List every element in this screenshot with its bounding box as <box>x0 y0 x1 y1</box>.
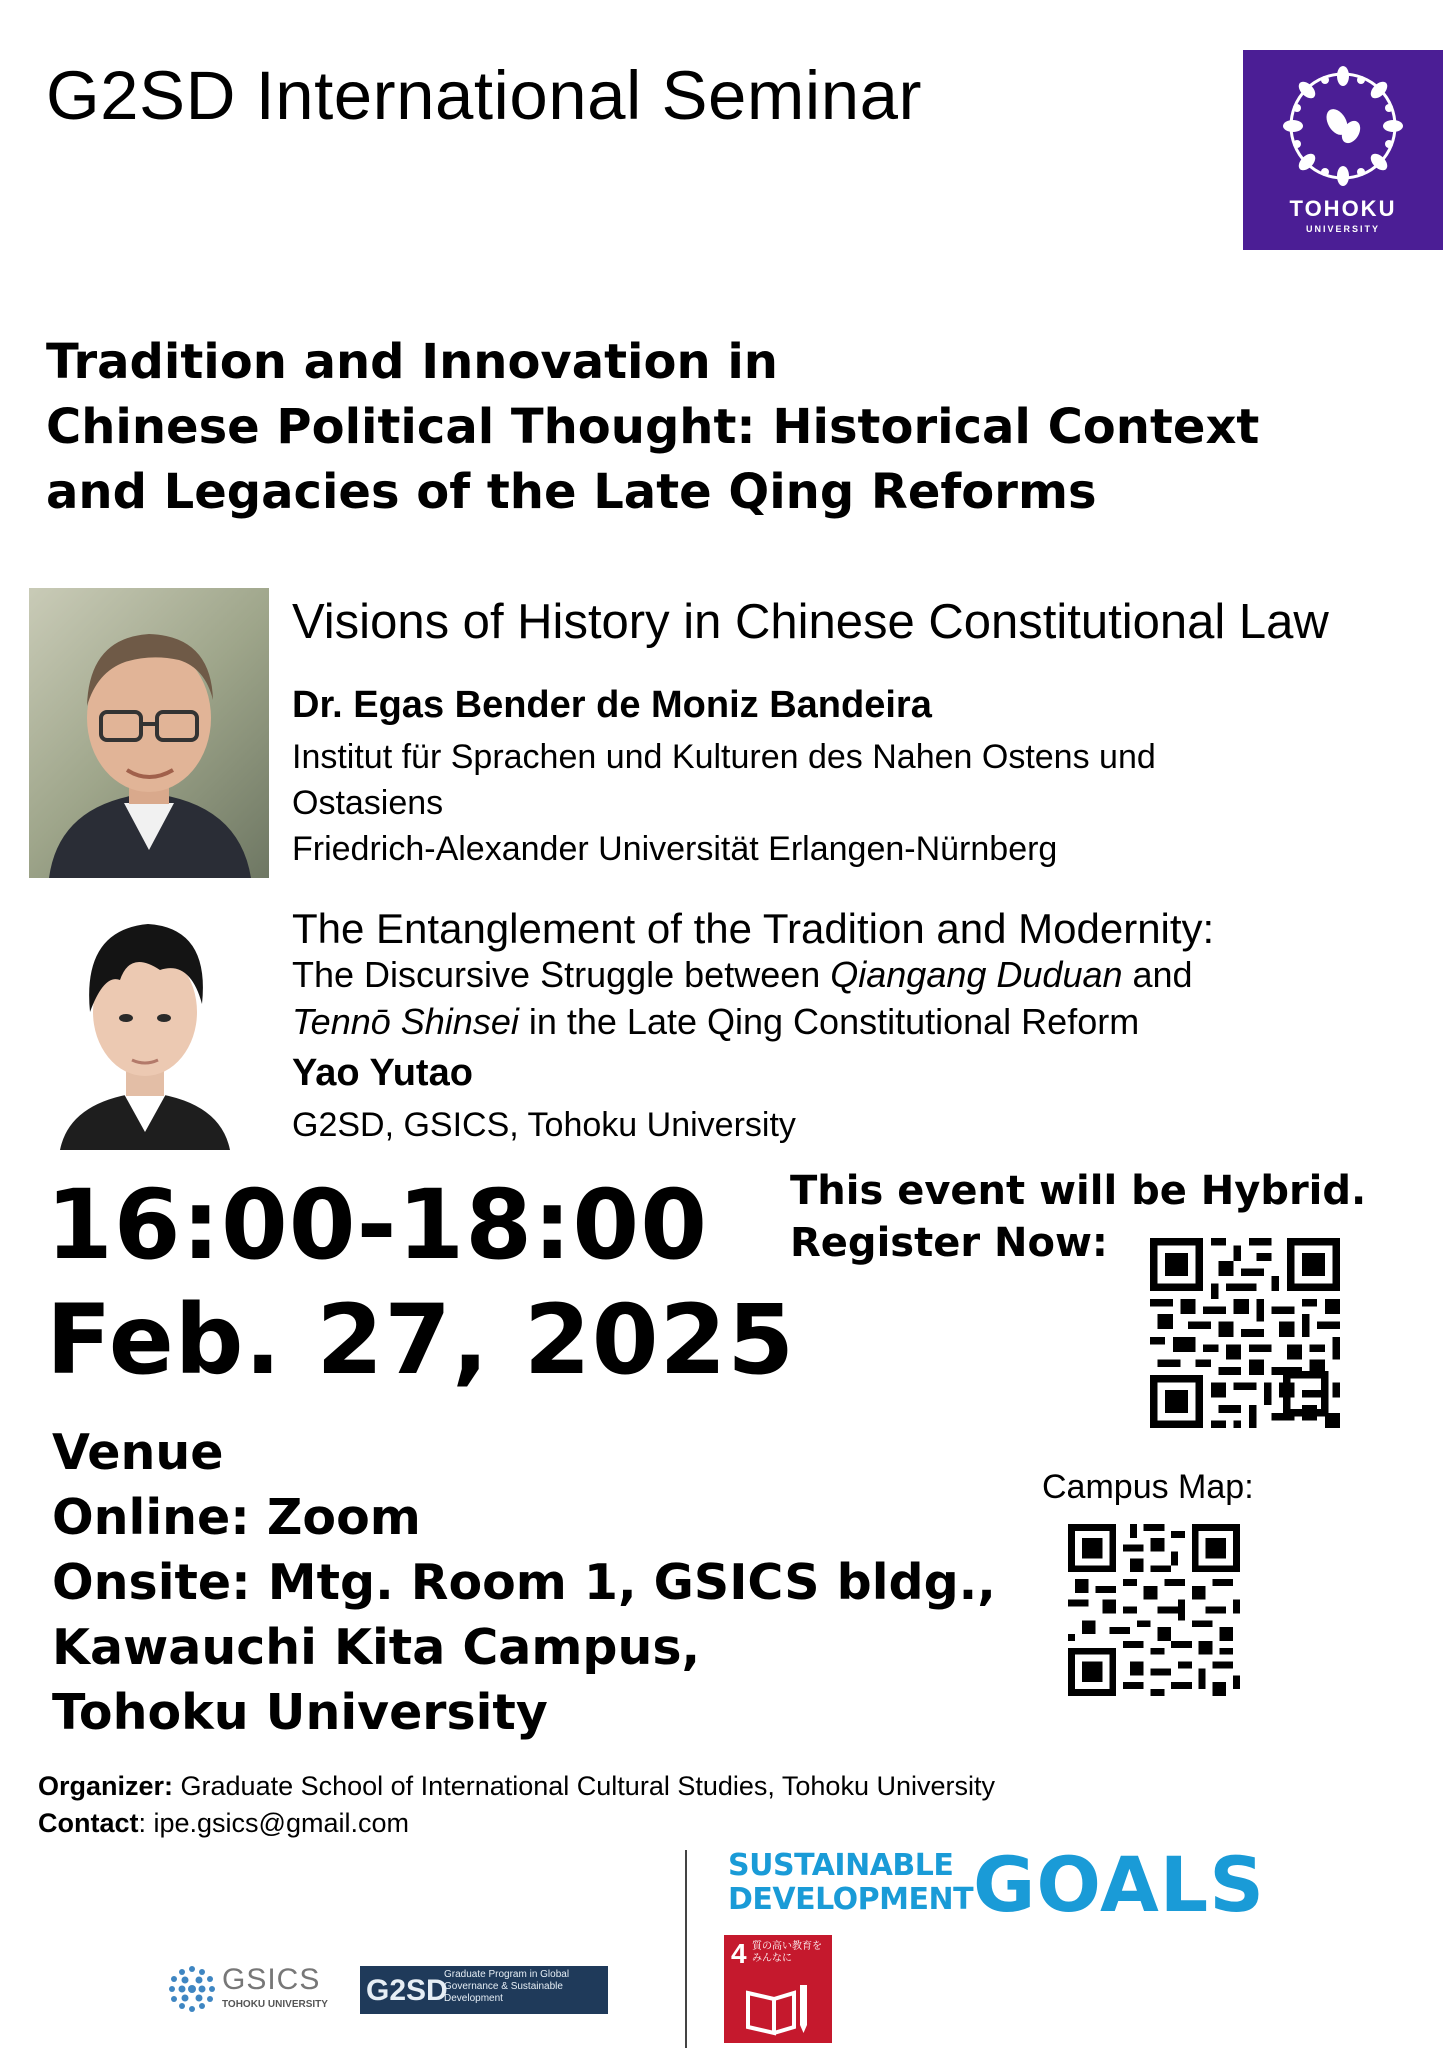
logo-name: TOHOKU <box>1289 196 1397 221</box>
venue-online: Online: Zoom <box>52 1489 421 1546</box>
contact-email[interactable]: : ipe.gsics@gmail.com <box>138 1808 409 1838</box>
venue-block <box>52 1420 996 1745</box>
organizer-line <box>38 1768 995 1805</box>
speaker-photo-yao <box>60 900 230 1150</box>
talk1-speaker: Dr. Egas Bender de Moniz Bandeira <box>292 684 932 726</box>
sdg4-quality-education-icon <box>724 1935 832 2043</box>
sdg-goals-wordmark: GOALS <box>973 1840 1265 1929</box>
talk2-subtitle-line <box>292 951 1193 998</box>
talk2-affiliation: G2SD, GSICS, Tohoku University <box>292 1106 796 1144</box>
organizer-label: Organizer: <box>38 1771 174 1801</box>
talk2-subtitle-text: in the Late Qing Constitutional Reform <box>518 1001 1140 1042</box>
registration-qr-code[interactable] <box>1150 1238 1340 1428</box>
contact-label: Contact <box>38 1808 139 1838</box>
footer-info <box>38 1768 995 1842</box>
globe-dots-icon <box>168 1965 216 2013</box>
g2sd-logo <box>360 1966 608 2014</box>
main-title-line: Chinese Political Thought: Historical Context <box>46 399 1260 455</box>
main-title-line: Tradition and Innovation in <box>46 334 778 390</box>
talk2-subtitle-italic: Tennō Shinsei <box>292 1001 519 1042</box>
register-now-label: Register Now: <box>790 1220 1108 1266</box>
logo-subtitle: UNIVERSITY <box>1305 224 1380 234</box>
talk2-subtitle-text: The Discursive Struggle between <box>292 954 831 995</box>
sdg-logo-line: DEVELOPMENT <box>728 1882 974 1917</box>
contact-line <box>38 1805 995 1842</box>
g2sd-description: Graduate Program in Global Governance & Sustainable Development <box>444 1969 570 2004</box>
footer-divider <box>685 1850 687 2048</box>
series-title: G2SD International Seminar <box>46 57 922 134</box>
wreath-emblem-icon <box>1279 62 1407 190</box>
campus-map-label: Campus Map: <box>1042 1468 1254 1506</box>
tohoku-university-logo <box>1243 50 1443 250</box>
sdg4-text: 質の高い教育をみんなに <box>752 1941 822 1964</box>
talk1-affiliation-line: Ostasiens <box>292 784 444 822</box>
sdg-logo <box>728 1840 1265 1929</box>
sdg4-number: 4 <box>731 1938 747 1969</box>
event-time: 16:00-18:00 <box>46 1169 708 1281</box>
event-date: Feb. 27, 2025 <box>46 1284 796 1396</box>
venue-onsite: Onsite: Mtg. Room 1, GSICS bldg., <box>52 1554 996 1611</box>
hybrid-notice: This event will be Hybrid. <box>790 1168 1367 1214</box>
talk1-affiliation-line: Institut für Sprachen und Kulturen des Nahen Ostens und <box>292 738 1156 776</box>
gsics-logo <box>168 1963 338 2017</box>
talk1-title: Visions of History in Chinese Constitutional Law <box>292 595 1329 649</box>
book-pencil-icon <box>744 1979 812 2037</box>
venue-onsite: Tohoku University <box>52 1684 548 1741</box>
main-title-line: and Legacies of the Late Qing Reforms <box>46 464 1097 520</box>
talk2-subtitle-text: and <box>1122 954 1193 995</box>
speaker-photo-bandeira <box>29 588 269 878</box>
main-title <box>46 330 1426 525</box>
talk2-subtitle-line <box>292 998 1139 1045</box>
organizer-value: Graduate School of International Cultural Studies, Tohoku University <box>173 1771 995 1801</box>
talk2-speaker: Yao Yutao <box>292 1052 473 1094</box>
g2sd-wordmark: G2SD <box>366 1974 448 2007</box>
sdg-logo-line: SUSTAINABLE <box>728 1848 954 1883</box>
venue-onsite: Kawauchi Kita Campus, <box>52 1619 701 1676</box>
campus-map-qr-code[interactable] <box>1068 1524 1240 1696</box>
gsics-university: TOHOKU UNIVERSITY <box>222 1999 328 2010</box>
talk2-title: The Entanglement of the Tradition and Modernity: <box>292 905 1215 952</box>
talk1-affiliation-line: Friedrich-Alexander Universität Erlangen-Nürnberg <box>292 830 1058 868</box>
venue-heading: Venue <box>52 1424 224 1481</box>
talk2-subtitle-italic: Qiangang Duduan <box>830 954 1123 995</box>
gsics-wordmark: GSICS <box>222 1963 321 1996</box>
